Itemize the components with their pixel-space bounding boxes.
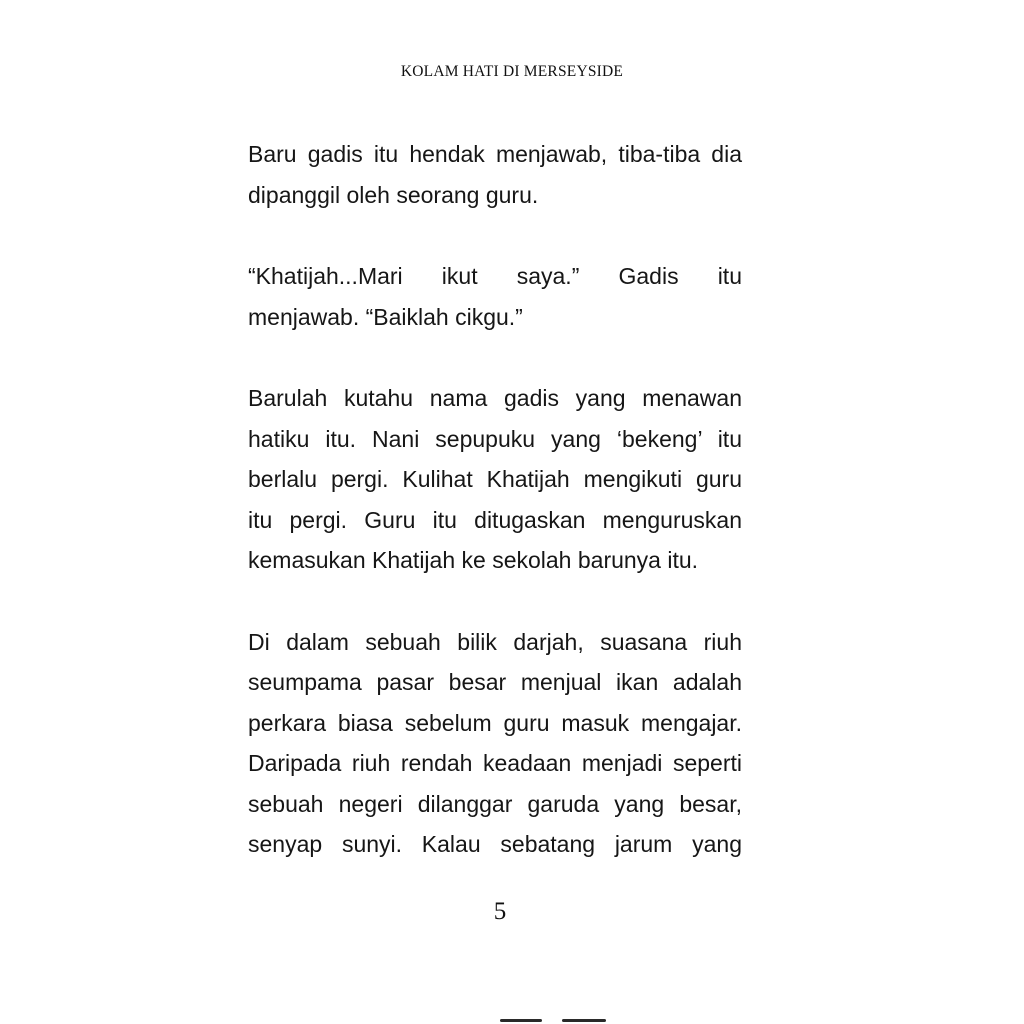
text-line: berlalu pergi. Kulihat Khatijah mengikuti guru <box>248 466 742 492</box>
text-line: kemasukan Khatijah ke sekolah barunya itu. <box>248 547 699 573</box>
paragraph <box>248 622 742 865</box>
text-line: Baru gadis itu hendak menjawab, tiba-tiba dia <box>248 141 742 167</box>
bottom-edge-mark <box>562 1019 606 1022</box>
text-line: perkara biasa sebelum guru masuk mengajar. <box>248 709 742 736</box>
paragraph <box>248 134 742 215</box>
text-line: senyap sunyi. Kalau sebatang jarum yang <box>248 831 742 857</box>
text-line: Di dalam sebuah bilik darjah, suasana riuh <box>248 628 742 655</box>
text-line: sebuah negeri dilanggar garuda yang besar, <box>248 790 742 817</box>
text-line: Daripada riuh rendah keadaan menjadi seperti <box>248 750 742 776</box>
text-line: seumpama pasar besar menjual ikan adalah <box>248 669 742 695</box>
text-line: menjawab. “Baiklah cikgu.” <box>248 303 523 330</box>
text-line: itu pergi. Guru itu ditugaskan menguruskan <box>248 506 742 533</box>
body-text <box>248 134 742 906</box>
text-line: Barulah kutahu nama gadis yang menawan <box>248 385 742 411</box>
text-line: “Khatijah...Mari ikut saya.” Gadis itu <box>248 263 742 289</box>
page-number: 5 <box>493 898 507 925</box>
paragraph <box>248 256 742 337</box>
text-line: hatiku itu. Nani sepupuku yang ‘bekeng’ itu <box>248 425 742 452</box>
paragraph <box>248 378 742 581</box>
running-head: KOLAM HATI DI MERSEYSIDE <box>400 63 624 80</box>
text-line: dipanggil oleh seorang guru. <box>248 181 539 208</box>
bottom-edge-mark <box>500 1019 542 1022</box>
